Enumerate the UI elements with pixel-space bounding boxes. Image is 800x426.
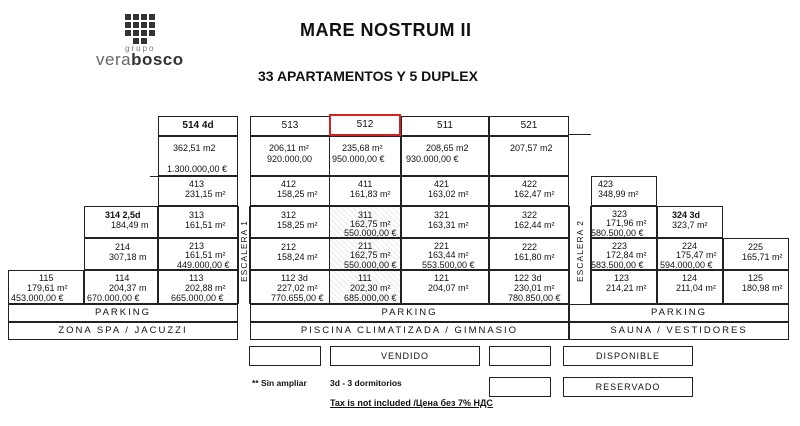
unit-id: 313 (189, 210, 205, 220)
unit-id: 421 (434, 179, 450, 189)
unit-price: 920.000,00 (267, 154, 313, 164)
unit-125 (723, 270, 789, 304)
parking-strip-left: PARKING (8, 304, 238, 322)
unit-area: 158,25 m² (277, 189, 318, 199)
zona-spa-strip: ZONA SPA / JACUZZI (8, 322, 238, 340)
unit-213 (158, 238, 238, 270)
unit-area: 307,18 m (109, 252, 147, 262)
unit-id: 114 (115, 273, 130, 283)
parking-strip-center: PARKING (250, 304, 569, 322)
unit-area: 161,51 m² (185, 250, 226, 260)
unit-header-513: 513 (250, 116, 330, 136)
unit-413 (158, 176, 238, 206)
unit-412 (250, 176, 330, 206)
note-sin-ampliar: ** Sin ampliar (252, 378, 307, 388)
unit-211 (329, 238, 401, 270)
unit-area: 163,02 m² (428, 189, 469, 199)
unit-id: 311 (358, 210, 373, 220)
unit-323 (591, 206, 657, 238)
unit-area: 165,71 m² (742, 252, 783, 262)
unit-area: 202,30 m² (350, 283, 391, 293)
unit-price: 583.500,00 € (591, 260, 644, 270)
unit-id: 211 (358, 241, 373, 251)
unit-id: 413 (189, 179, 205, 189)
unit-area: 204,07 m² (428, 283, 469, 293)
unit-area: 172,84 m² (606, 250, 647, 260)
unit-price: 550.000,00 € (344, 228, 397, 238)
unit-header-511: 511 (401, 116, 489, 136)
unit-214 (84, 238, 158, 270)
unit-id: 224 (682, 241, 698, 251)
unit-id: 411 (358, 179, 373, 189)
page-title: MARE NOSTRUM II (300, 20, 472, 40)
unit-212 (250, 238, 330, 270)
brand-grupo: grupo (125, 44, 156, 53)
unit-price: 1.300.000,00 € (167, 164, 228, 174)
unit-area: 214,21 m² (606, 283, 647, 293)
unit-511 (401, 136, 489, 176)
legend-reservado: RESERVADO (563, 377, 693, 397)
unit-id: 115 (39, 273, 54, 283)
unit-223 (591, 238, 657, 270)
unit-price: 770.655,00 € (271, 293, 324, 303)
unit-id: 111 (358, 273, 372, 283)
unit-id: 214 (115, 242, 131, 252)
parking-strip-right: PARKING (569, 304, 789, 322)
unit-id: 124 (682, 273, 698, 283)
unit-221 (401, 238, 489, 270)
unit-id: 225 (748, 242, 764, 252)
piscina-strip: PISCINA CLIMATIZADA / GIMNASIO (250, 322, 569, 340)
legend-vendido: VENDIDO (330, 346, 480, 366)
unit-id: 112 3d (281, 273, 308, 283)
unit-422 (489, 176, 569, 206)
unit-area: 211,04 m² (676, 283, 716, 293)
unit-112 (250, 270, 330, 304)
unit-115 (8, 270, 84, 304)
unit-area: 161,51 m² (185, 220, 226, 230)
unit-area: 362,51 m2 (173, 143, 216, 153)
unit-114 (84, 270, 158, 304)
logo-dots-icon (125, 14, 157, 46)
unit-area: 163,44 m² (428, 250, 469, 260)
unit-price: 580.500,00 € (591, 228, 644, 238)
unit-512 (329, 136, 401, 176)
top-right-line (569, 134, 591, 135)
unit-311 (329, 206, 401, 238)
unit-id: 125 (748, 273, 764, 283)
legend-swatch-disponible (489, 346, 551, 366)
unit-area: 161,80 m² (514, 252, 555, 262)
unit-id: 422 (522, 179, 538, 189)
unit-area: 348,99 m² (598, 189, 639, 199)
unit-122 (489, 270, 569, 304)
unit-area: 235,68 m² (342, 143, 383, 153)
unit-224 (657, 238, 723, 270)
unit-area: 323,7 m² (672, 220, 708, 230)
unit-113 (158, 270, 238, 304)
unit-id: 312 (281, 210, 297, 220)
escalera-2-label: ESCALERA 2 (575, 220, 585, 282)
unit-area: 162,75 m² (350, 250, 391, 260)
unit-225 (723, 238, 789, 270)
unit-area: 204,37 m (109, 283, 147, 293)
note-dormitorios: 3d - 3 dormitorios (330, 378, 402, 388)
unit-222 (489, 238, 569, 270)
legend-disponible: DISPONIBLE (563, 346, 693, 366)
unit-id: 221 (434, 241, 450, 251)
unit-area: 180,98 m² (742, 283, 783, 293)
unit-314 (84, 206, 158, 238)
unit-area: 208,65 m2 (426, 143, 469, 153)
unit-price: 594.000,00 € (660, 260, 713, 270)
unit-price: 449.000,00 € (177, 260, 230, 270)
unit-id: 423 (598, 179, 614, 189)
unit-price: 453.000,00 € (11, 293, 64, 303)
unit-322 (489, 206, 569, 238)
unit-area: 207,57 m2 (510, 143, 553, 153)
unit-price: 665.000,00 € (171, 293, 224, 303)
unit-header-512: 512 (329, 114, 401, 136)
unit-area: 158,24 m² (277, 252, 318, 262)
unit-area: 175,47 m² (676, 250, 717, 260)
legend-swatch-vendido (249, 346, 321, 366)
brand-name: verabosco (96, 50, 184, 69)
unit-514 (158, 136, 238, 176)
row4-left-line (150, 176, 158, 177)
page-subtitle: 33 APARTAMENTOS Y 5 DUPLEX (258, 68, 478, 84)
unit-price: 950.000,00 € (332, 154, 385, 164)
unit-area: 206,11 m² (269, 143, 309, 153)
unit-area: 162,75 m² (350, 219, 391, 229)
unit-421 (401, 176, 489, 206)
unit-id: 223 (612, 241, 628, 251)
unit-id: 122 3d (514, 273, 542, 283)
unit-423 (591, 176, 657, 206)
unit-area: 202,88 m² (185, 283, 226, 293)
unit-id: 322 (522, 210, 538, 220)
unit-id: 213 (189, 241, 205, 251)
sauna-strip: SAUNA / VESTIDORES (569, 322, 789, 340)
unit-id: 113 (189, 273, 204, 283)
unit-123 (591, 270, 657, 304)
unit-411 (329, 176, 401, 206)
unit-121 (401, 270, 489, 304)
unit-id: 222 (522, 242, 538, 252)
unit-312 (250, 206, 330, 238)
unit-id: 321 (434, 210, 450, 220)
unit-price: 780.850,00 € (508, 293, 561, 303)
unit-area: 163,31 m² (428, 220, 469, 230)
unit-521 (489, 136, 569, 176)
unit-price: 550.000,00 € (344, 260, 397, 270)
unit-area: 231,15 m² (185, 189, 226, 199)
unit-area: 158,25 m² (277, 220, 318, 230)
unit-513 (250, 136, 330, 176)
unit-124 (657, 270, 723, 304)
unit-324 (657, 206, 723, 238)
unit-header-514: 514 4d (158, 116, 238, 136)
unit-area: 230,01 m² (514, 283, 555, 293)
unit-area: 162,44 m² (514, 220, 555, 230)
unit-id: 412 (281, 179, 297, 189)
unit-price: 685.000,00 € (344, 293, 397, 303)
unit-price: 670.000,00 € (87, 293, 140, 303)
note-tax: Tax is not included /Цена без 7% НДС (330, 398, 493, 408)
unit-area: 184,49 m (111, 220, 149, 230)
unit-area: 162,47 m² (514, 189, 555, 199)
unit-id: 212 (281, 242, 297, 252)
unit-area: 227,02 m² (277, 283, 318, 293)
unit-id: 314 2,5d (105, 210, 141, 220)
unit-header-521: 521 (489, 116, 569, 136)
unit-area: 171,96 m² (606, 218, 647, 228)
unit-area: 161,83 m² (350, 189, 391, 199)
unit-price: 553.500,00 € (422, 260, 475, 270)
unit-111 (329, 270, 401, 304)
unit-id: 123 (614, 273, 630, 283)
unit-id: 121 (434, 273, 450, 283)
legend-swatch-reservado (489, 377, 551, 397)
unit-price: 930.000,00 € (406, 154, 459, 164)
unit-id: 323 (612, 209, 628, 219)
escalera-1-label: ESCALERA 1 (239, 220, 249, 282)
unit-321 (401, 206, 489, 238)
unit-313 (158, 206, 238, 238)
unit-area: 179,61 m² (27, 283, 68, 293)
unit-id: 324 3d (672, 210, 701, 220)
